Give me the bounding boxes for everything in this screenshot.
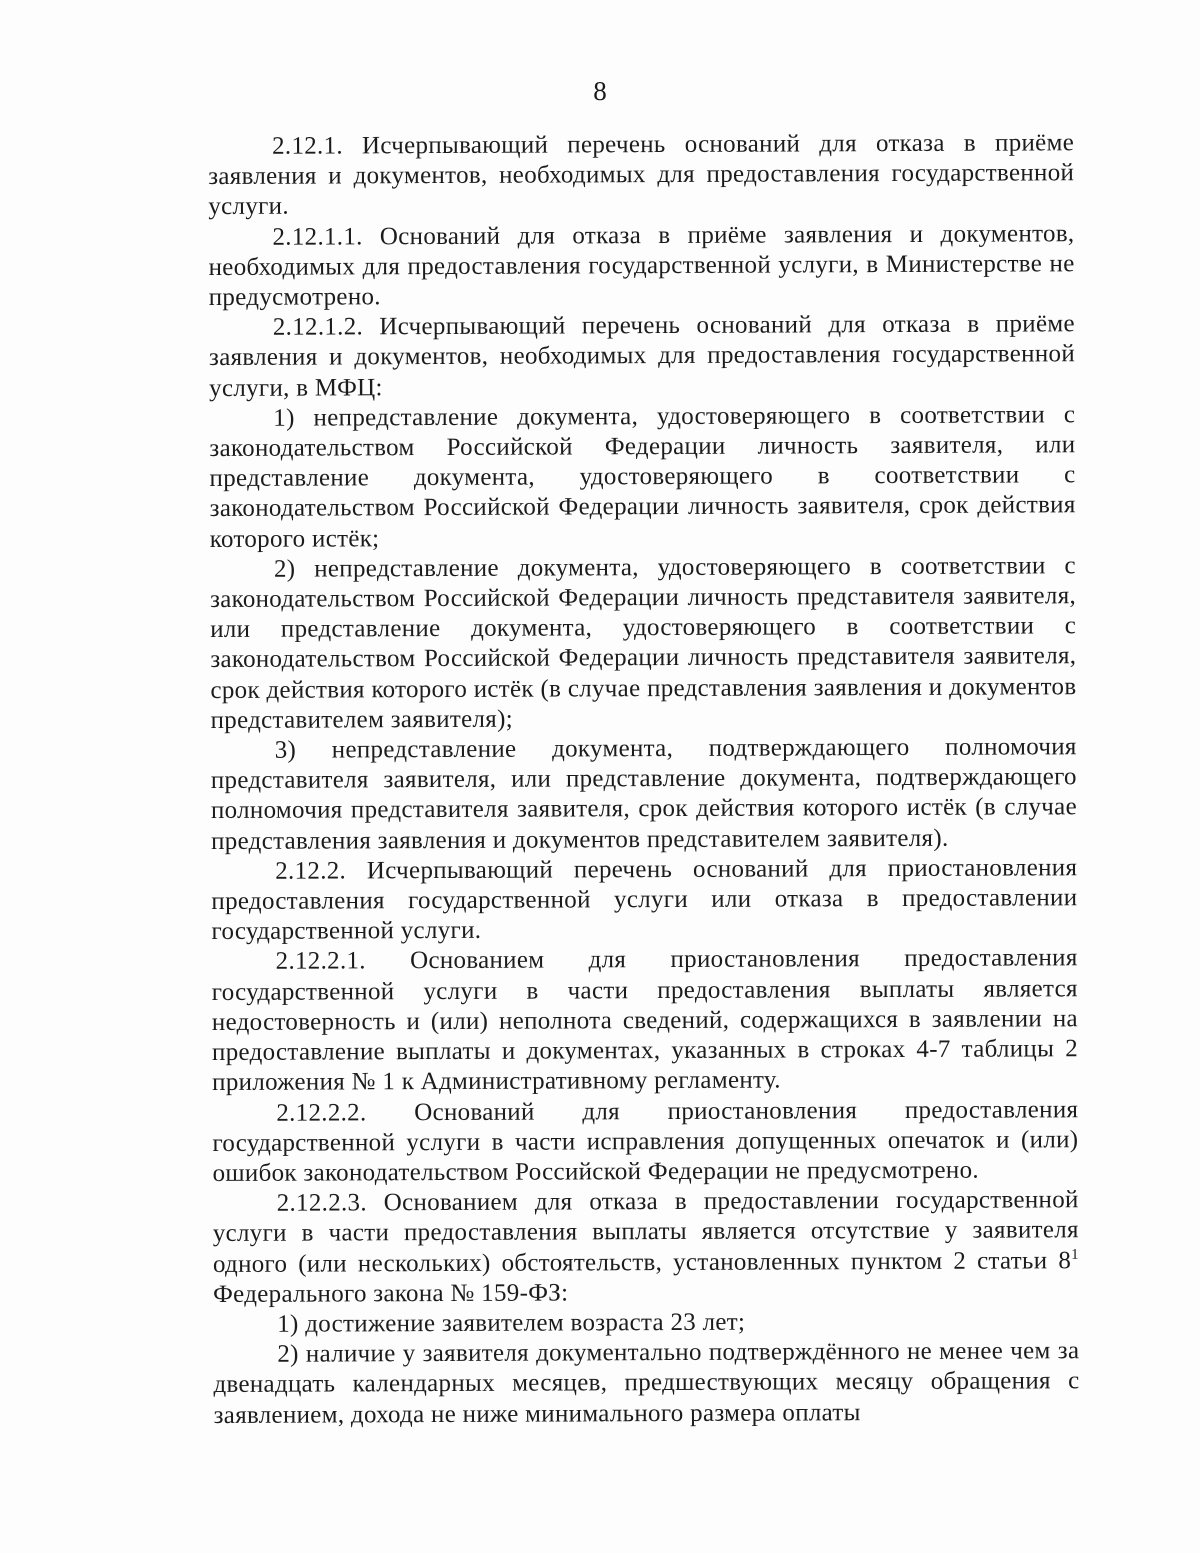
document-body bbox=[208, 128, 1080, 1431]
page-number: 8 bbox=[593, 76, 607, 106]
paragraph-2-12-2-3 bbox=[213, 1185, 1080, 1310]
list-item-1: 1) непредставление документа, удостоверяющего в соответствии с законодательством Российской Федерации личность заявителя, или представление документа, удостоверяющего в соответствии с законодательством Российской Федерации личность заявителя, срок действия которого истёк; bbox=[209, 401, 1076, 553]
paragraph-2-12-2-3-tail: Федерального закона № 159-ФЗ: bbox=[213, 1279, 569, 1308]
list-item-income: 2) наличие у заявителя документально подтверждённого не менее чем за двенадцать календарных месяцев, предшествующих месяцу обращения с заявлением, дохода не ниже минимального размера оплаты bbox=[213, 1337, 1080, 1429]
paragraph-2-12-2-1: 2.12.2.1. Основанием для приостановления предоставления государственной услуги в части предоставления выплаты является недостоверность и (или) неполнота сведений, содержащихся в заявлении на предоставление выплаты и документах, указанных в строках 4-7 таблицы 2 приложения № 1 к Административному регламенту. bbox=[211, 944, 1079, 1097]
paragraph-2-12-1: 2.12.1. Исчерпывающий перечень оснований для отказа в приёме заявления и документов, необходимых для предоставления государственной услуги. bbox=[208, 129, 1075, 221]
list-item-age: 1) достижение заявителем возраста 23 лет; bbox=[277, 1308, 746, 1338]
paragraph-2-12-2: 2.12.2. Исчерпывающий перечень оснований для приостановления предоставления государственной услуги или отказа в предоставлении государственной услуги. bbox=[211, 854, 1078, 946]
article-superscript: 1 bbox=[1071, 1246, 1079, 1263]
paragraph-2-12-2-3-text: 2.12.2.3. Основанием для отказа в предоставлении государственной услуги в части предоставления выплаты является отсутствие у заявителя одного (или нескольких) обстоятельств, установленных пунктом 2 статьи 8 bbox=[212, 1186, 1079, 1278]
paragraph-2-12-2-2: 2.12.2.2. Оснований для приостановления предоставления государственной услуги в части исправления допущенных опечаток и (или) ошибок законодательством Российской Федерации не предусмотрено. bbox=[212, 1095, 1079, 1187]
paragraph-2-12-1-2: 2.12.1.2. Исчерпывающий перечень оснований для отказа в приёме заявления и документов, необходимых для предоставления государственной услуги, в МФЦ: bbox=[208, 310, 1076, 402]
paragraph-2-12-1-1: 2.12.1.1. Оснований для отказа в приёме заявления и документов, необходимых для предоставления государственной услуги, в Министерстве не предусмотрено. bbox=[208, 219, 1075, 312]
list-item-3: 3) непредставление документа, подтверждающего полномочия представителя заявителя, или представление документа, подтверждающего полномочия представителя заявителя, срок действия которого истёк (в случае представления заявления и документов представителем заявителя). bbox=[210, 733, 1078, 855]
list-item-2: 2) непредставление документа, удостоверяющего в соответствии с законодательством Российской Федерации личность представителя заявителя, или представление документа, удостоверяющего в соответствии с законодательством Российской Федерации личность представителя заявителя, срок действия которого истёк (в случае представления заявления и документов представителем заявителя); bbox=[209, 552, 1077, 734]
